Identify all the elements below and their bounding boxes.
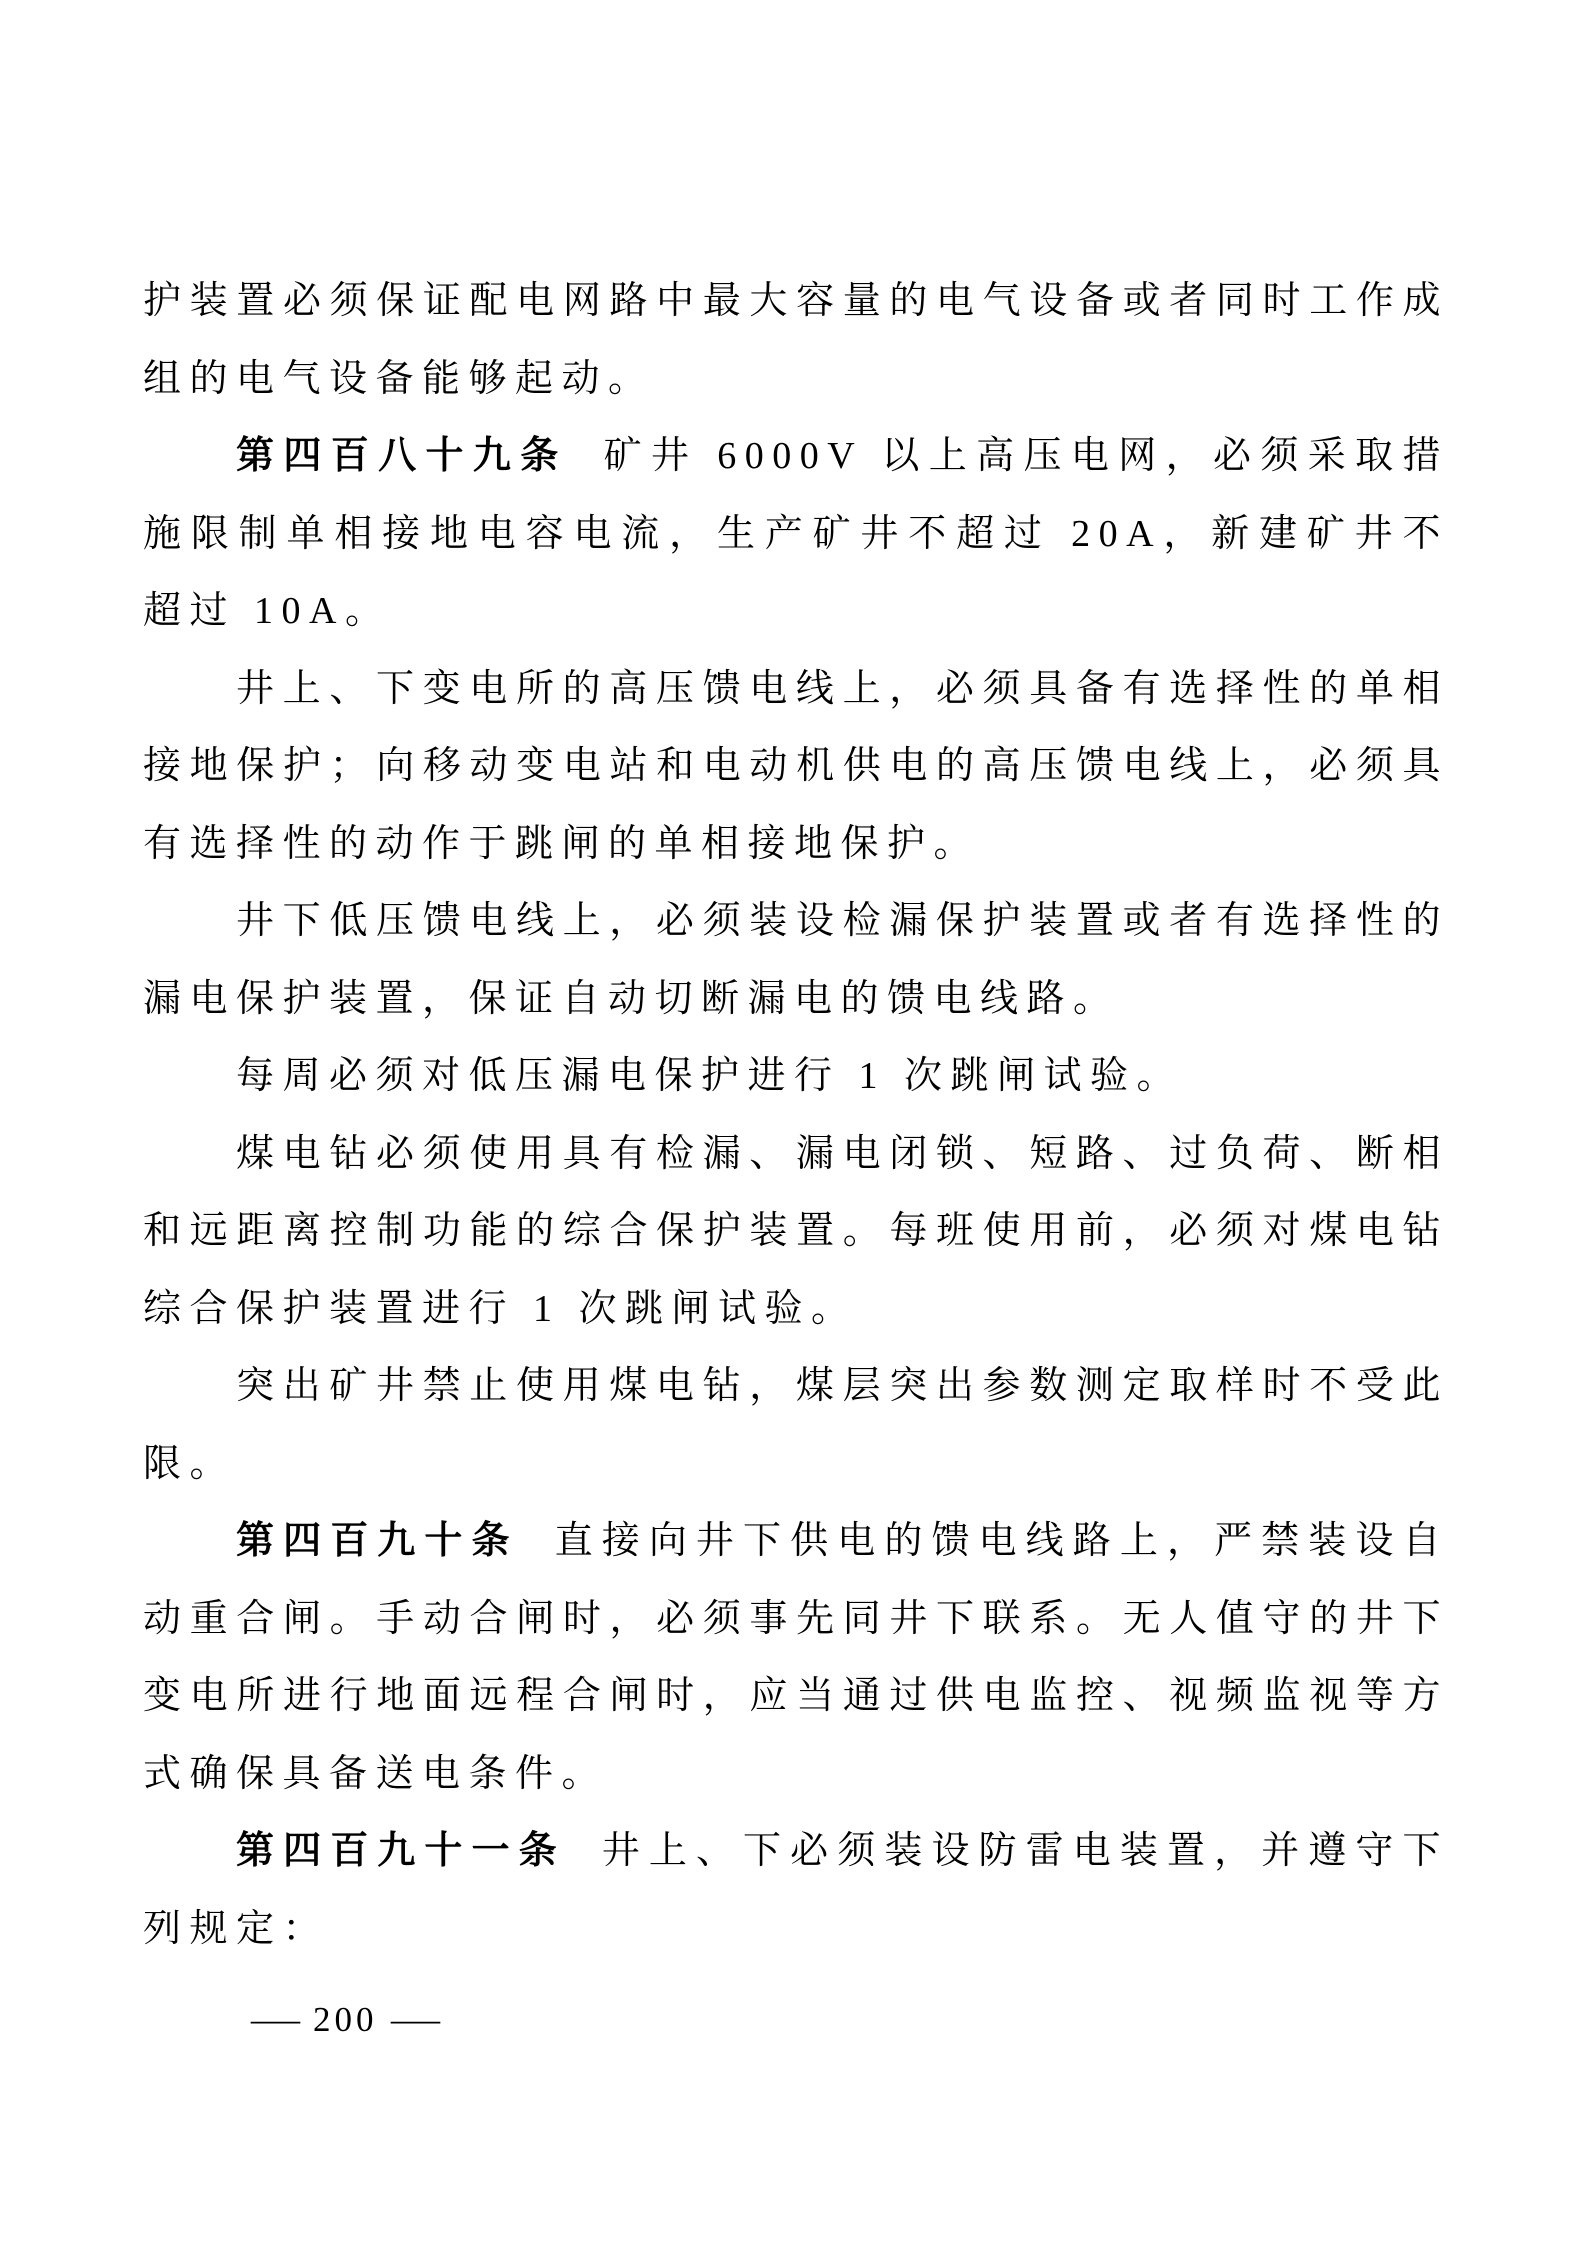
body-paragraph: 井上、下变电所的高压馈电线上，必须具备有选择性的单相接地保护；向移动变电站和电动机供电的高压馈电线上，必须具有选择性的动作于跳闸的单相接地保护。	[143, 667, 1449, 865]
article-paragraph: 第四百九十条 直接向井下供电的馈电线路上，严禁装设自动重合闸。手动合闸时，必须事先同井下联系。无人值守的井下变电所进行地面远程合闸时，应当通过供电监控、视频监视等方式确保具备送电条件。	[143, 1520, 1449, 1795]
article-paragraph: 第四百九十一条 井上、下必须装设防雷电装置，并遵守下列规定：	[143, 1830, 1449, 1950]
body-paragraph: 突出矿井禁止使用煤电钻，煤层突出参数测定取样时不受此限。	[143, 1365, 1449, 1485]
footer-left-dash: —	[251, 2000, 300, 2039]
page-number: 200	[313, 2000, 378, 2039]
body-paragraph: 井下低压馈电线上，必须装设检漏保护装置或者有选择性的漏电保护装置，保证自动切断漏电的馈电线路。	[143, 900, 1449, 1020]
document-body	[143, 263, 1449, 1968]
article-number: 第四百九十条	[236, 1520, 519, 1562]
body-paragraph: 每周必须对低压漏电保护进行 1 次跳闸试验。	[236, 1055, 1184, 1097]
footer-right-dash: —	[390, 2000, 440, 2039]
article-paragraph: 第四百八十九条 矿井 6000V 以上高压电网，必须采取措施限制单相接地电容电流，生产矿井不超过 20A，新建矿井不超过 10A。	[143, 435, 1449, 632]
page-footer	[238, 1990, 453, 2050]
article-number: 第四百九十一条	[236, 1830, 566, 1872]
article-number: 第四百八十九条	[236, 435, 568, 477]
body-paragraph: 煤电钻必须使用具有检漏、漏电闭锁、短路、过负荷、断相和远距离控制功能的综合保护装置。每班使用前，必须对煤电钻综合保护装置进行 1 次跳闸试验。	[143, 1132, 1449, 1330]
body-paragraph: 护装置必须保证配电网路中最大容量的电气设备或者同时工作成组的电气设备能够起动。	[143, 280, 1449, 400]
